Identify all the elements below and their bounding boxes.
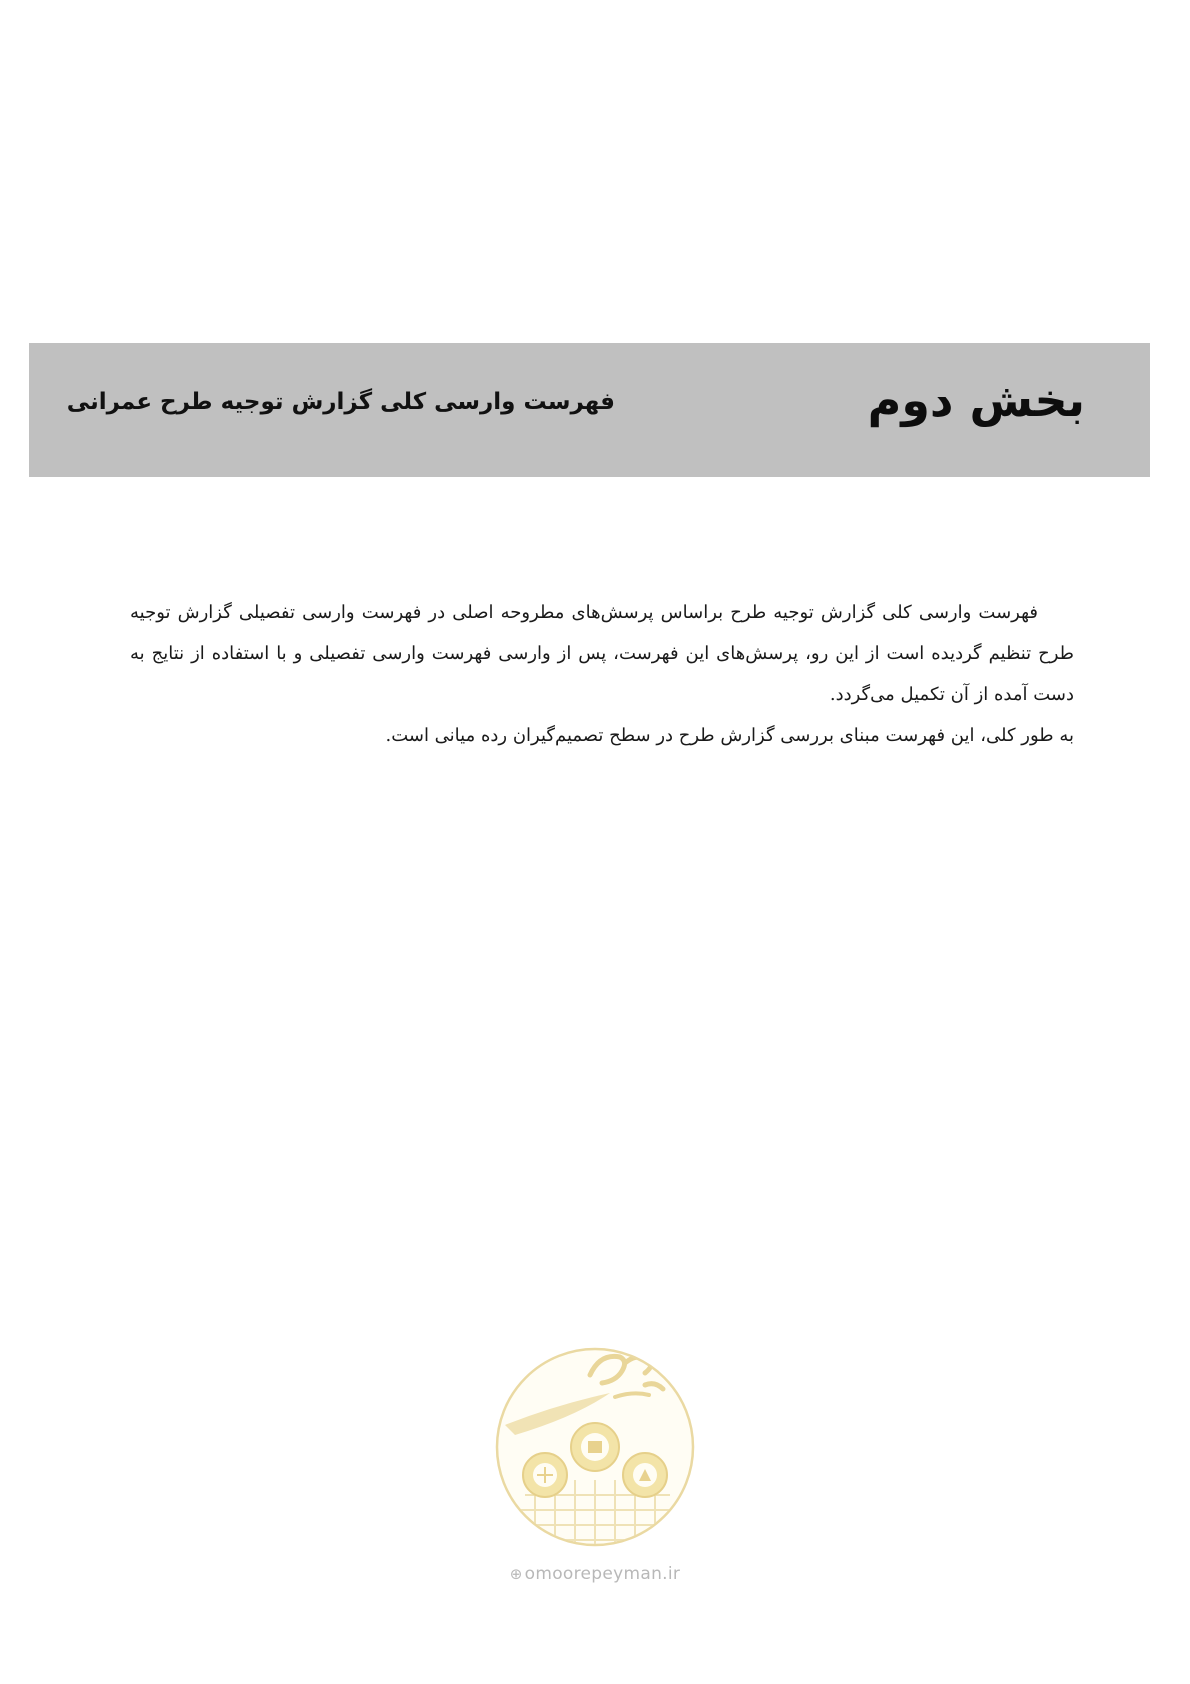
paragraph-2: به طور کلی، این فهرست مبنای بررسی گزارش طرح در سطح تصمیم‌گیران رده میانی است. bbox=[385, 725, 1074, 746]
section-title: فهرست وارسی کلی گزارش توجیه طرح عمرانی bbox=[66, 389, 615, 415]
body-text bbox=[130, 592, 1074, 756]
site-url: omoorepeyman.ir bbox=[524, 1564, 681, 1584]
watermark-logo bbox=[490, 1335, 700, 1593]
paragraph-1: فهرست وارسی کلی گزارش توجیه طرح براساس پرسش‌های مطروحه اصلی در فهرست وارسی تفصیلی گزارش توجیه طرح تنظیم گردیده است از این رو، پرسش‌های این فهرست، پس از وارسی فهرست وارسی تفصیلی و با استفاده از نتایج به دست آمده از آن تکمیل می‌گردد. bbox=[130, 602, 1074, 705]
section-banner bbox=[29, 343, 1150, 477]
section-label: بخش دوم bbox=[867, 373, 1085, 427]
seal-logo-icon bbox=[495, 1335, 695, 1560]
site-caption bbox=[490, 1564, 700, 1584]
globe-icon: ⊕ bbox=[509, 1565, 523, 1583]
